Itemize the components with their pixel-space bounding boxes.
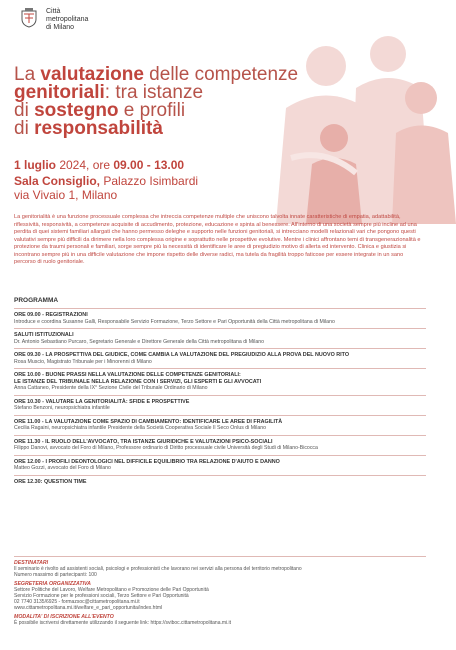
event-venue	[14, 174, 198, 202]
program-item-title: ORE 10.30 - VALUTARE LA GENITORIALITÀ: SFIDE E PROSPETTIVE	[14, 398, 190, 405]
program-item	[14, 476, 434, 489]
program-item	[14, 396, 434, 415]
program-item-speaker: Cecilia Ragaini, neuropsichiatra infantile Presidente della Società Cooperativa Sociale Il Seco Onlus di Milano	[14, 425, 267, 431]
program-item	[14, 349, 434, 368]
title-part: delle competenze	[143, 64, 299, 85]
program-item	[14, 369, 434, 395]
intro-paragraph: La genitorialità è una funzione processuale complessa che intreccia competenze multiple che uniscono talvolta innate caratteristiche di empatia, adattabilità, riflessività, responsività, a competenze acquisite di accudimento, protezione, educazione e spinta al benessere. All'interno di una società sempre più incline ad una perdita di quei sistemi familiari allargati che hanno permesso deleghe e supporto nelle funzioni genitoriali, si intrecciano modelli relazionali vari che pongono questi valutativi sempre più difficili da dirimere nella loro complessa origine e soprattutto nelle prospettive evolutive. Mentre i clinici affrontano temi di transgenerazionalità e protezione da traumi personali e familiari, sorge sempre più la necessità di identificare le aree di pregiudizio motivo di allerta ed intervento. Clinica e giustizia si incontrano sempre più in una difficile valutazione che impone rispetto delle diverse radici, ma tutela da fragilità troppo faticose per essere integrate in un sano percorso di ruolo genitoriale.	[14, 214, 421, 265]
program-heading: PROGRAMMA	[14, 297, 59, 304]
divider	[14, 556, 426, 557]
secretariat-line: Servizio Formazione per le professioni sociali, Terzo Settore e Pari Opportunità	[14, 593, 189, 599]
title-part: La	[14, 64, 41, 85]
title-highlight: sostegno	[34, 100, 119, 121]
program-item-title: ORE 11.00 - LA VALUTAZIONE COME SPAZIO DI CAMBIAMENTO: IDENTIFICARE LE AREE DI FRAGILITÀ	[14, 418, 283, 425]
secretariat-contact[interactable]: 02 7740 3135/6925 - formazsoc@cittametropolitana.mi.it	[14, 599, 140, 605]
program-item-title: ORE 09.00 - REGISTRAZIONI	[14, 312, 88, 318]
logo-line-2: metropolitana	[46, 16, 89, 23]
logo	[20, 8, 88, 32]
recipients-line: Numero massimo di partecipanti: 100	[14, 572, 97, 578]
venue-rest: Palazzo Isimbardi	[100, 174, 199, 188]
date-rest: 2024, ore	[56, 158, 114, 172]
venue-address: via Vivaio 1, Milano	[14, 188, 118, 202]
secretariat-link[interactable]: www.cittametropolitana.mi.it/welfare_e_pari_opportunita/index.html	[14, 605, 163, 611]
title-part: di	[14, 100, 35, 121]
venue-bold: Sala Consiglio,	[14, 174, 101, 188]
program-item	[14, 329, 434, 348]
program-item	[14, 309, 434, 328]
program-item-speaker: Stefano Benzoni, neuropsichiatra infantile	[14, 405, 110, 411]
title-part: di	[14, 118, 35, 139]
program-item-speaker: Dr. Antonio Sebastiano Purcaro, Segretario Generale e Direttore Generale della Città metropolitana di Milano	[14, 338, 265, 345]
logo-line-1: Città	[46, 8, 61, 15]
time-bold: 09.00 - 13.00	[113, 158, 185, 172]
program-item-speaker: Filippo Danovi, avvocato del Foro di Milano, Professore ordinario di Diritto processuale civile Università degli Studi di Milano-Bicocca	[14, 445, 318, 451]
program-item	[14, 436, 434, 455]
title-highlight: genitoriali	[14, 82, 105, 103]
title-highlight: responsabilità	[34, 118, 163, 139]
program-item	[14, 416, 434, 435]
secretariat-title: SEGRETERIA ORGANIZZATIVA	[14, 581, 91, 587]
title-highlight: valutazione	[40, 64, 144, 85]
crest-icon	[20, 8, 38, 28]
secretariat-line: Settore Politiche del Lavoro, Welfare Metropolitano e Promozione delle Pari Opportunità	[14, 587, 209, 593]
program-item-title: ORE 10.00 - BUONE PRASSI NELLA VALUTAZIONE DELLE COMPETENZE GENITORIALI:	[14, 372, 241, 378]
program-item-speaker: Anna Cattaneo, Presidente della IX° Sezione Civile del Tribunale Ordinario di Milano	[14, 385, 208, 391]
registration-link[interactable]: È possibile iscriversi direttamente utilizzando il seguente link: https://sviboc.cittametropolitana.mi.it	[14, 620, 232, 626]
program-list	[14, 308, 434, 488]
program-item-speaker: Matteo Gozzi, avvocato del Foro di Milano	[14, 465, 111, 471]
program-item-speaker: Rosa Muscio, Magistrato Tribunale per i Minorenni di Milano	[14, 358, 152, 365]
title-part: : tra istanze	[104, 82, 204, 103]
program-item-title: ORE 11.30 - IL RUOLO DELL'AVVOCATO, TRA ISTANZE GIURIDICHE E VALUTAZIONI PSICO-SOCIALI	[14, 438, 273, 445]
recipients-line: Il seminario è rivolto ad assistenti sociali, psicologi e professionisti che lavorano nei servizi alla persona del territorio metropolitano	[14, 566, 302, 572]
program-item-title-cont: LE ISTANZE DEL TRIBUNALE NELLA RELAZIONE CON I SERVIZI, GLI ESPERTI E GLI AVVOCATI	[14, 378, 262, 385]
program-item-title: ORE 12.00 - I PROFILI DEONTOLOGICI NEL DIFFICILE EQUILIBRIO TRA RELAZIONE D'AIUTO E DANNO	[14, 458, 280, 465]
recipients-title: DESTINATARI	[14, 560, 49, 566]
event-date	[14, 158, 184, 172]
event-title	[14, 66, 324, 138]
program-item-title: ORE 12.30: QUESTION TIME	[14, 478, 87, 485]
program-item-speaker: Introduce e coordina Susanne Galli, Responsabile Servizio Formazione, Terzo Settore e Pari Opportunità della Città metropolitana di Milano	[14, 318, 335, 325]
logo-line-3: di Milano	[46, 24, 75, 31]
title-part: e profili	[118, 100, 186, 121]
program-item-title: SALUTI ISTITUZIONALI	[14, 332, 74, 338]
footer-info	[14, 556, 426, 626]
program-item-title: ORE 09.30 - LA PROSPETTIVA DEL GIUDICE, COME CAMBIA LA VALUTAZIONE DEL PREGIUDIZIO ALLA PROVA DEL NUOVO RITO	[14, 352, 350, 358]
program-item	[14, 456, 434, 475]
logo-text	[46, 8, 88, 32]
date-bold: 1 luglio	[14, 158, 56, 172]
registration-title: MODALITA' DI ISCRIZIONE ALL'EVENTO	[14, 614, 114, 620]
program-section	[14, 297, 434, 488]
